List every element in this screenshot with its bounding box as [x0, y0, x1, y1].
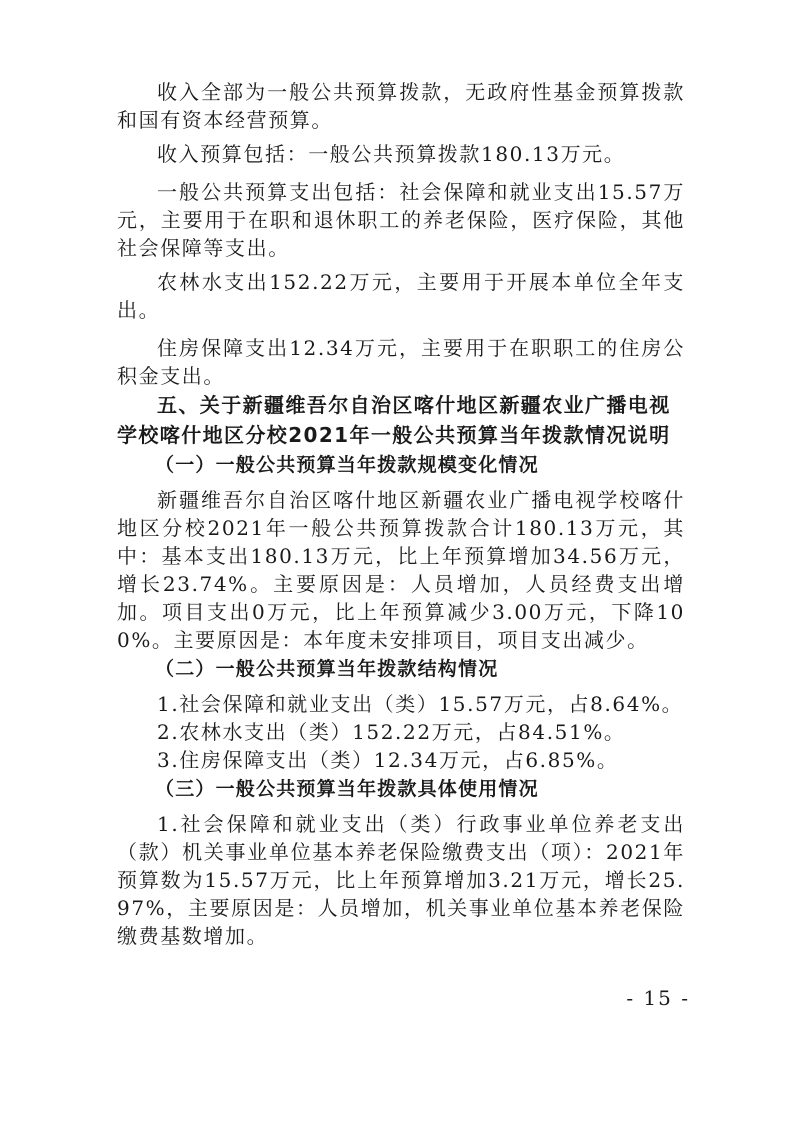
paragraph-expenditure-social: 一般公共预算支出包括：社会保障和就业支出15.57万元，主要用于在职和退休职工的养老保险，医疗保险，其他社会保障等支出。 — [117, 180, 685, 260]
section-5-1-heading: （一）一般公共预算当年拨款规模变化情况 — [155, 454, 539, 476]
document-body — [117, 78, 685, 950]
list-item-social-security: 1.社会保障和就业支出（类）15.57万元，占8.64%。 — [157, 692, 684, 716]
section-5-heading: 五、关于新疆维吾尔自治区喀什地区新疆农业广播电视学校喀什地区分校2021年一般公共预算当年拨款情况说明 — [117, 393, 671, 447]
section-5-2-heading: （二）一般公共预算当年拨款结构情况 — [155, 658, 499, 680]
paragraph-income-budget: 收入预算包括：一般公共预算拨款180.13万元。 — [157, 142, 626, 166]
section-5-1-text: 新疆维吾尔自治区喀什地区新疆农业广播电视学校喀什地区分校2021年一般公共预算拨款合计180.13万元，其中：基本支出180.13万元，比上年预算增加34.56万元，增长23.74%。主要原因是：人员增加，人员经费支出增加。项目支出0万元，比上年预算减少3.00万元，下降100%。主要原因是：本年度未安排项目，项目支出减少。 — [117, 488, 685, 652]
section-5-3-text: 1.社会保障和就业支出（类）行政事业单位养老支出（款）机关事业单位基本养老保险缴费支出（项）：2021年预算数为15.57万元，比上年预算增加3.21万元，增长25.97%，主要原因是：人员增加，机关事业单位基本养老保险缴费基数增加。 — [117, 812, 685, 948]
page-number: - 15 - — [626, 986, 690, 1010]
section-5-3-heading: （三）一般公共预算当年拨款具体使用情况 — [155, 778, 539, 800]
paragraph-expenditure-housing: 住房保障支出12.34万元，主要用于在职职工的住房公积金支出。 — [117, 336, 685, 388]
list-item-agriculture: 2.农林水支出（类）152.22万元，占84.51%。 — [157, 720, 626, 744]
paragraph-expenditure-agriculture: 农林水支出152.22万元，主要用于开展本单位全年支出。 — [117, 270, 685, 322]
paragraph-income-source: 收入全部为一般公共预算拨款，无政府性基金预算拨款和国有资本经营预算。 — [117, 80, 685, 132]
list-item-housing: 3.住房保障支出（类）12.34万元，占6.85%。 — [157, 748, 619, 772]
